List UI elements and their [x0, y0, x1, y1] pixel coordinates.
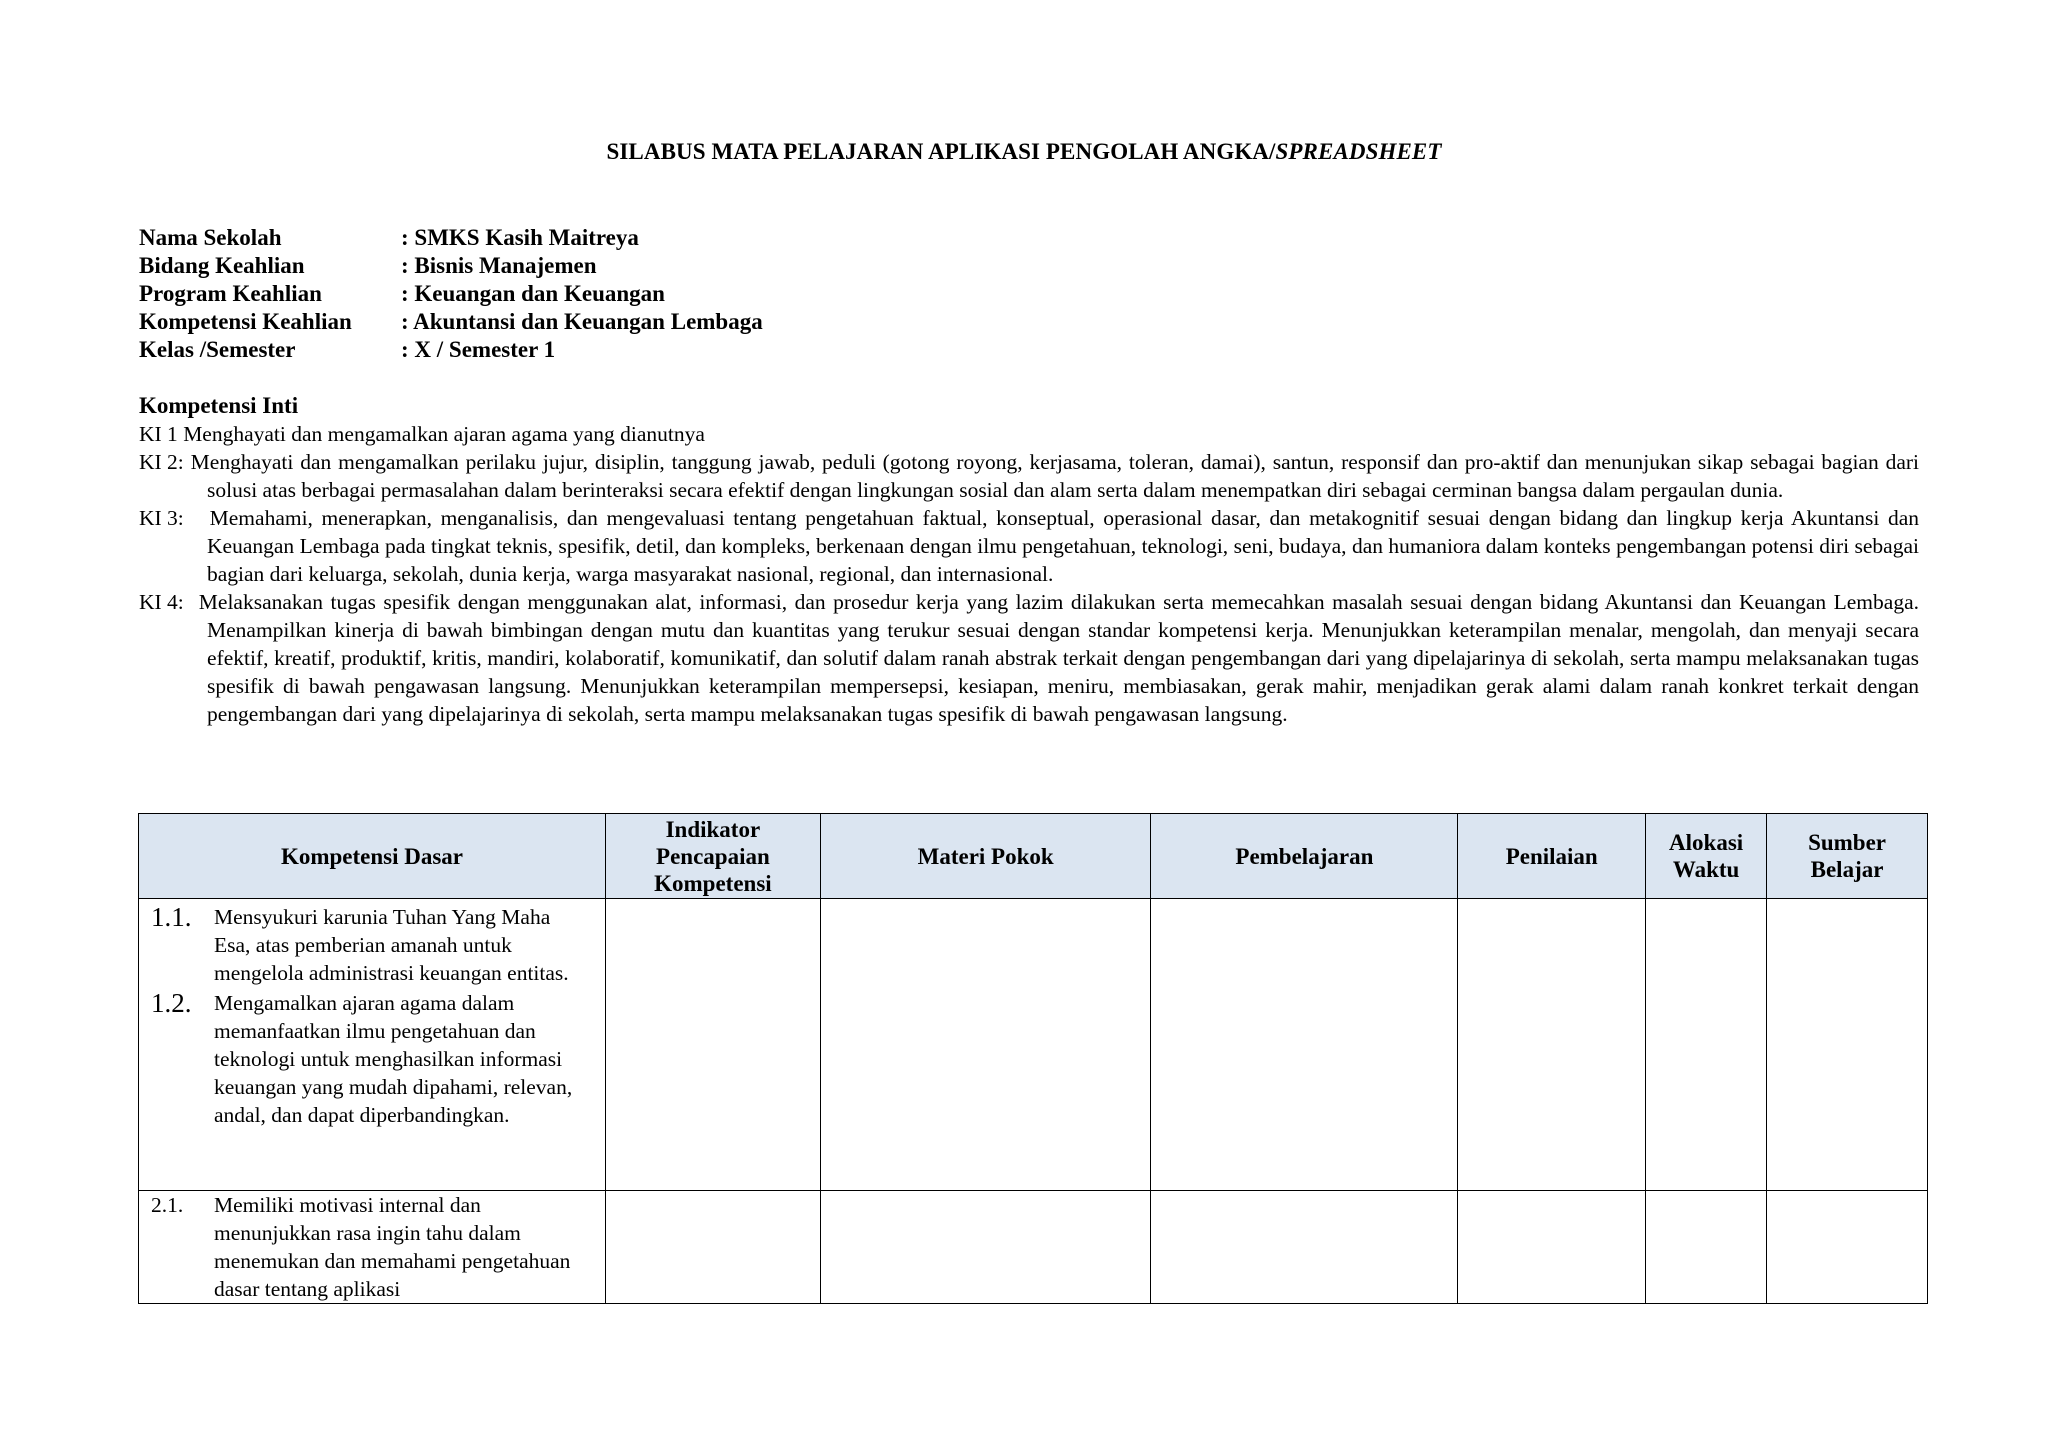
- ki-number: KI 3:: [139, 506, 184, 530]
- alokasi-cell: [1646, 1191, 1767, 1304]
- materi-cell: [820, 899, 1151, 1191]
- identity-row: [139, 336, 763, 364]
- kd-number: 1.2.: [151, 988, 192, 1018]
- kd-number: 1.1.: [151, 902, 192, 932]
- kd-number: 2.1.: [151, 1193, 184, 1217]
- table-row: [139, 899, 1928, 1191]
- identity-label: Nama Sekolah: [139, 225, 282, 250]
- identity-label: Kelas /Semester: [139, 337, 296, 362]
- identity-label: Bidang Keahlian: [139, 253, 305, 278]
- header-materi-pokok: Materi Pokok: [820, 814, 1151, 899]
- header-alokasi-waktu: Alokasi Waktu: [1646, 814, 1767, 899]
- identity-row: [139, 280, 763, 308]
- pembelajaran-cell: [1151, 1191, 1458, 1304]
- ki-item: [139, 588, 1919, 728]
- identity-row: [139, 252, 763, 280]
- ki-item: [139, 504, 1919, 588]
- identity-label: Program Keahlian: [139, 281, 322, 306]
- table-header-row: [139, 814, 1928, 899]
- identity-row: [139, 224, 763, 252]
- header-pembelajaran: Pembelajaran: [1151, 814, 1458, 899]
- school-identity: [139, 224, 763, 364]
- kd-item: [139, 903, 605, 987]
- identity-value: : SMKS Kasih Maitreya: [401, 225, 639, 250]
- title-italic: SPREADSHEET: [1275, 139, 1442, 164]
- page-title: [0, 139, 2048, 165]
- kompetensi-inti-heading: Kompetensi Inti: [139, 393, 299, 418]
- kompetensi-inti-section: [139, 392, 1919, 728]
- identity-value: : X / Semester 1: [401, 337, 556, 362]
- kd-text: Memiliki motivasi internal dan menunjukkan rasa ingin tahu dalam menemukan dan memahami pengetahuan dasar tentang aplikasi: [214, 1193, 571, 1301]
- header-kompetensi-dasar: Kompetensi Dasar: [139, 814, 606, 899]
- kd-cell: [139, 899, 606, 1191]
- identity-value: : Akuntansi dan Keuangan Lembaga: [401, 309, 763, 334]
- kd-text: Mengamalkan ajaran agama dalam memanfaatkan ilmu pengetahuan dan teknologi untuk menghasilkan informasi keuangan yang mudah dipahami, relevan, andal, dan dapat diperbandingkan.: [214, 991, 573, 1127]
- ki-text: Menghayati dan mengamalkan perilaku jujur, disiplin, tanggung jawab, peduli (gotong royong, kerjasama, toleran, damai), santun, responsif dan pro-aktif dan menunjukan sikap sebagai bagian dari solusi atas berbagai permasalahan dalam berinteraksi secara efektif dengan lingkungan sosial dan alam serta dalam menempatkan diri sebagai cerminan bangsa dalam pergaulan dunia.: [190, 450, 1920, 502]
- syllabus-table: [138, 813, 1928, 1304]
- ki-item: [139, 420, 1919, 448]
- ki-text: Menghayati dan mengamalkan ajaran agama yang dianutnya: [183, 422, 705, 446]
- materi-cell: [820, 1191, 1151, 1304]
- ki-text: Melaksanakan tugas spesifik dengan menggunakan alat, informasi, dan prosedur kerja yang lazim dilakukan serta memecahkan masalah sesuai dengan bidang Akuntansi dan Keuangan Lembaga. Menampilkan kinerja di bawah bimbingan dengan mutu dan kuantitas yang terukur sesuai dengan standar kompetensi kerja. Menunjukkan keterampilan menalar, mengolah, dan menyaji secara efektif, kreatif, produktif, kritis, mandiri, kolaboratif, komunikatif, dan solutif dalam ranah abstrak terkait dengan pengembangan dari yang dipelajarinya di sekolah, serta mampu melaksanakan tugas spesifik di bawah pengawasan langsung. Menunjukkan keterampilan mempersepsi, kesiapan, meniru, membiasakan, gerak mahir, menjadikan gerak alami dalam ranah konkret terkait dengan pengembangan dari yang dipelajarinya di sekolah, serta mampu melaksanakan tugas spesifik di bawah pengawasan langsung.: [198, 590, 1919, 726]
- penilaian-cell: [1458, 1191, 1646, 1304]
- sumber-cell: [1767, 1191, 1928, 1304]
- identity-label: Kompetensi Keahlian: [139, 309, 352, 334]
- header-sumber-belajar: Sumber Belajar: [1767, 814, 1928, 899]
- kd-item: [139, 989, 605, 1129]
- ki-number: KI 1: [139, 422, 178, 446]
- header-indikator: Indikator Pencapaian Kompetensi: [605, 814, 820, 899]
- ki-text: Memahami, menerapkan, menganalisis, dan mengevaluasi tentang pengetahuan faktual, konseptual, operasional dasar, dan metakognitif sesuai dengan bidang dan lingkup kerja Akuntansi dan Keuangan Lembaga pada tingkat teknis, spesifik, detil, dan kompleks, berkenaan dengan ilmu pengetahuan, teknologi, seni, budaya, dan humaniora dalam konteks pengembangan potensi diri sebagai bagian dari keluarga, sekolah, dunia kerja, warga masyarakat nasional, regional, dan internasional.: [207, 506, 1920, 586]
- penilaian-cell: [1458, 899, 1646, 1191]
- pembelajaran-cell: [1151, 899, 1458, 1191]
- header-penilaian: Penilaian: [1458, 814, 1646, 899]
- indikator-cell: [605, 1191, 820, 1304]
- ki-item: [139, 448, 1919, 504]
- ki-number: KI 4:: [139, 590, 184, 614]
- ki-number: KI 2:: [139, 450, 184, 474]
- kd-item: [139, 1191, 605, 1303]
- kd-text: Mensyukuri karunia Tuhan Yang Maha Esa, atas pemberian amanah untuk mengelola administrasi keuangan entitas.: [214, 905, 569, 985]
- identity-value: : Bisnis Manajemen: [401, 253, 597, 278]
- alokasi-cell: [1646, 899, 1767, 1191]
- identity-row: [139, 308, 763, 336]
- indikator-cell: [605, 899, 820, 1191]
- table-row: [139, 1191, 1928, 1304]
- title-main: SILABUS MATA PELAJARAN APLIKASI PENGOLAH ANGKA/: [606, 139, 1276, 164]
- kd-cell: [139, 1191, 606, 1304]
- identity-value: : Keuangan dan Keuangan: [401, 281, 665, 306]
- sumber-cell: [1767, 899, 1928, 1191]
